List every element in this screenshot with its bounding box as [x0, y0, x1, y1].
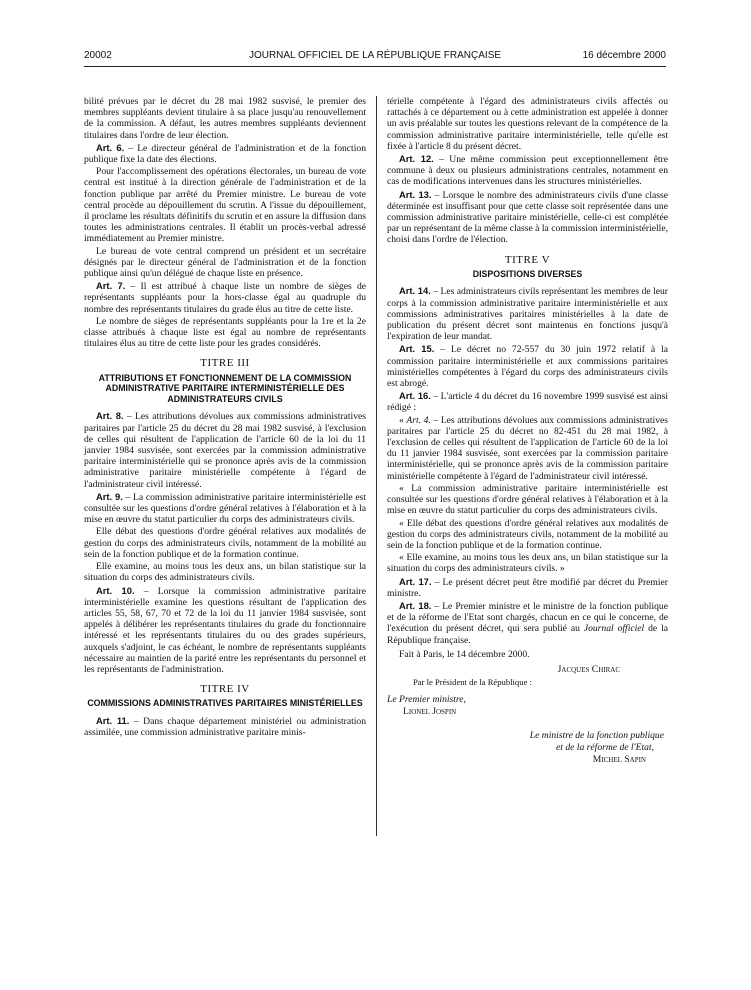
- article-10: [84, 585, 366, 676]
- paragraph: Le nombre de sièges de représentants suppléants pour la 1re et la 2e classe attribués à chaque liste est égal au nombre de représentants titulaires élus au titre de cette liste pour les grades considérés.: [84, 315, 366, 350]
- article-label: Art. 8.: [96, 410, 124, 422]
- article-text: – Une même commission peut exceptionnellement être commune à deux ou plusieurs administrations centrales, notamment en cas de modifications intervenues dans les structures ministérielles.: [387, 154, 668, 188]
- section-title: DISPOSITIONS DIVERSES: [472, 268, 583, 279]
- header-rule: [84, 66, 666, 67]
- quoted-article-4: [387, 415, 668, 482]
- ministre-title-line-2: et de la réforme de l'Etat,: [556, 741, 654, 753]
- article-text: – Les attributions dévolues aux commissions administratives paritaires par l'article 25 du décret du 28 mai 1982 susvisé, à l'exclusion de celles qui résultent de l'application de l'article 60 de la loi du 11 janvier 1984 susvisée, sont exercées par la commission administrative paritaire interministérielle qui se prononce après avis de la commission administrative paritaire ministérielle compétente à l'égard de l'administrateur civil intéressé.: [84, 411, 366, 490]
- premier-ministre-title: Le Premier ministre,: [387, 693, 466, 705]
- article-12: [387, 153, 668, 188]
- article-text: – La commission administrative paritaire interministérielle est consultée sur les questions d'ordre général relatives à l'élaboration et à la mise en œuvre du statut particulier du corps des administrateurs civils.: [84, 491, 366, 526]
- article-16: [387, 390, 668, 413]
- article-18: [387, 600, 668, 646]
- article-7: [84, 280, 366, 315]
- article-text: – Le décret no 72-557 du 30 juin 1972 relatif à la commission paritaire interministérielle et aux commissions paritaires ministérielles compétentes à l'égard du corps des administrateurs civils est abrogé.: [387, 344, 668, 390]
- article-label: Art. 11.: [96, 714, 130, 726]
- paragraph: Pour l'accomplissement des opérations électorales, un bureau de vote central est institué à la direction générale de l'administration et de la fonction publique par arrêté du Premier ministre. Le bureau de vote central procède au dépouillement du scrutin. A l'issue du dépouillement, il proclame les résultats définitifs du scrutin et en assure la diffusion dans toutes les administrations centrales. Il établit un procès-verbal adressé immédiatement au Premier ministre.: [84, 166, 366, 245]
- president-signature: Jacques Chirac: [557, 663, 620, 675]
- titre-heading: TITRE V: [504, 253, 551, 266]
- section-title: COMMISSIONS ADMINISTRATIVES PARITAIRES MINISTÉRIELLES: [87, 698, 363, 709]
- right-column: [387, 96, 668, 766]
- article-label: Art. 6.: [96, 141, 125, 153]
- titre-heading: TITRE III: [200, 357, 250, 370]
- ministre-title-line-1: Le ministre de la fonction publique: [529, 729, 664, 741]
- article-text: – L'article 4 du décret du 16 novembre 1999 susvisé est ainsi rédigé :: [387, 391, 668, 414]
- article-text: – Lorsque le nombre des administrateurs civils d'une classe déterminée est insuffisant pour que cette classe soit représentée dans une commission administrative paritaire ministérielle, celle-ci est complétée par un représentant de la même classe à la commission interministérielle, choisi dans l'ordre de l'élection.: [387, 189, 668, 246]
- article-11: [84, 715, 366, 738]
- section-title: ATTRIBUTIONS ET FONCTIONNEMENT DE LA COMMISSION ADMINISTRATIVE PARITAIRE INTERMINISTÉRIELLE DES ADMINISTRATEURS CIVILS: [98, 372, 352, 404]
- paragraph: bilité prévues par le décret du 28 mai 1982 susvisé, le premier des membres suppléants devient titulaire à sa place jusqu'au renouvellement de la commission. A défaut, les autres membres suppléants deviennent titulaires dans l'ordre de leur élection.: [84, 96, 366, 141]
- article-9: [84, 491, 366, 526]
- article-14: [387, 285, 668, 342]
- paragraph: Le bureau de vote central comprend un président et un secrétaire désignés par le directeur général de l'administration et de la fonction publique ainsi qu'un délégué de chaque liste en présence.: [84, 245, 366, 280]
- article-label: Art. 18.: [399, 599, 432, 611]
- quoted-paragraph: « La commission administrative paritaire interministérielle est consultée sur les questions d'ordre général relatives à l'élaboration et à la mise en œuvre du statut particulier du corps des administrateurs civils.: [387, 482, 668, 517]
- page-header: [84, 50, 666, 64]
- journal-officiel-italic: Journal officiel: [583, 623, 645, 635]
- article-13: [387, 189, 668, 246]
- column-divider: [376, 96, 377, 836]
- article-text: – Il est attribué à chaque liste un nombre de sièges de représentants suppléants pour la hors-classe égal au quadruple du nombre des représentants titulaires du grade élus au titre de cette liste.: [84, 281, 366, 315]
- article-text: – Dans chaque département ministériel ou administration assimilée, une commission administrative paritaire minis-: [84, 715, 366, 739]
- issue-date: 16 décembre 2000: [582, 50, 666, 61]
- article-label: Art. 10.: [96, 584, 135, 596]
- journal-title: JOURNAL OFFICIEL DE LA RÉPUBLIQUE FRANÇAISE: [248, 50, 502, 61]
- article-label: Art. 17.: [399, 575, 432, 587]
- article-label: Art. 7.: [96, 280, 126, 292]
- article-text: de la République française.: [387, 623, 668, 646]
- article-label: Art. 12.: [399, 153, 434, 165]
- par-le-president: Par le Président de la République :: [413, 676, 532, 687]
- article-text: – Le directeur général de l'administration et de la fonction publique fixe la date des élections.: [84, 142, 366, 166]
- article-label: Art. 16.: [399, 390, 431, 402]
- article-text: – Les administrateurs civils représentant les membres de leur corps à la commission administrative paritaire interministérielle et aux commissions administratives paritaires ministérielles à la date de publication du présent décret sont maintenus en fonctions jusqu'à l'expiration de leur mandat.: [387, 286, 668, 343]
- article-label: Art. 15.: [399, 343, 435, 355]
- signature-block: [387, 649, 668, 766]
- titre-heading: TITRE IV: [200, 683, 250, 696]
- quoted-text: – Les attributions dévolues aux commissions administratives paritaires par l'article 25 du décret no 82-451 du 28 mai 1982, à l'exclusion de celles qui résultent de l'application de l'article 60 de la loi du 11 janvier 1984 susvisée, sont exercées par la commission paritaire interministérielle, qui se prononce après avis de la commission paritaire ministérielle compétente à l'égard de l'administrateur civil intéressé.: [387, 414, 668, 482]
- fait-a-paris: Fait à Paris, le 14 décembre 2000.: [399, 648, 530, 660]
- page-number: 20002: [84, 50, 112, 61]
- premier-ministre-name: Lionel Jospin: [403, 705, 457, 717]
- article-8: [84, 410, 366, 489]
- paragraph: Elle débat des questions d'ordre général relatives aux modalités de gestion du corps des administrateurs civils, notamment de la mobilité au sein de la fonction publique et de la formation continue.: [84, 526, 366, 560]
- article-6: [84, 142, 366, 165]
- article-text: – Le Premier ministre et le ministre de la fonction publique et de la réforme de l'Etat sont chargés, chacun en ce qui le concerne, de l'exécution du présent décret, qui sera publié au: [387, 600, 668, 635]
- article-text: – Lorsque la commission administrative paritaire interministérielle examine les questions résultant de l'application des articles 55, 58, 67, 70 et 72 de la loi du 11 janvier 1984 susvisée, sont appelés à délibérer les représentants titulaires du grade du fonctionnaire intéressé et les représentants titulaires du ou des grades supérieurs, auxquels s'adjoint, le cas échéant, le nombre de représentants suppléants nécessaire au maintien de la parité entre les représentants du personnel et les représentants de l'administration.: [84, 585, 366, 675]
- article-label: Art. 9.: [96, 490, 123, 502]
- article-17: [387, 576, 668, 599]
- article-15: [387, 343, 668, 389]
- article-label: Art. 14.: [399, 285, 431, 297]
- paragraph: térielle compétente à l'égard des administrateurs civils affectés ou rattachés à ce département ou à cette administration est appelée à donner un avis préalable sur toutes les questions relevant de la compétence de la commission administrative paritaire interministérielle, telle qu'elle est fixée à l'article 8 du présent décret.: [387, 96, 668, 152]
- left-column: [84, 96, 366, 739]
- quoted-paragraph: « Elle examine, au moins tous les deux ans, un bilan statistique sur la situation du corps des administrateurs civils. »: [387, 552, 668, 575]
- article-label: Art. 13.: [399, 188, 432, 200]
- quoted-paragraph: « Elle débat des questions d'ordre général relatives aux modalités de gestion du corps des administrateurs civils, notamment de la mobilité au sein de la fonction publique et de la formation continue.: [387, 517, 668, 551]
- paragraph: Elle examine, au moins tous les deux ans, un bilan statistique sur la situation du corps des administrateurs civils.: [84, 561, 366, 584]
- article-text: – Le présent décret peut être modifié par décret du Premier ministre.: [387, 576, 668, 599]
- quoted-article-label: Art. 4.: [406, 414, 431, 426]
- ministre-name: Michel Sapin: [592, 753, 646, 765]
- quote-mark: «: [399, 414, 407, 426]
